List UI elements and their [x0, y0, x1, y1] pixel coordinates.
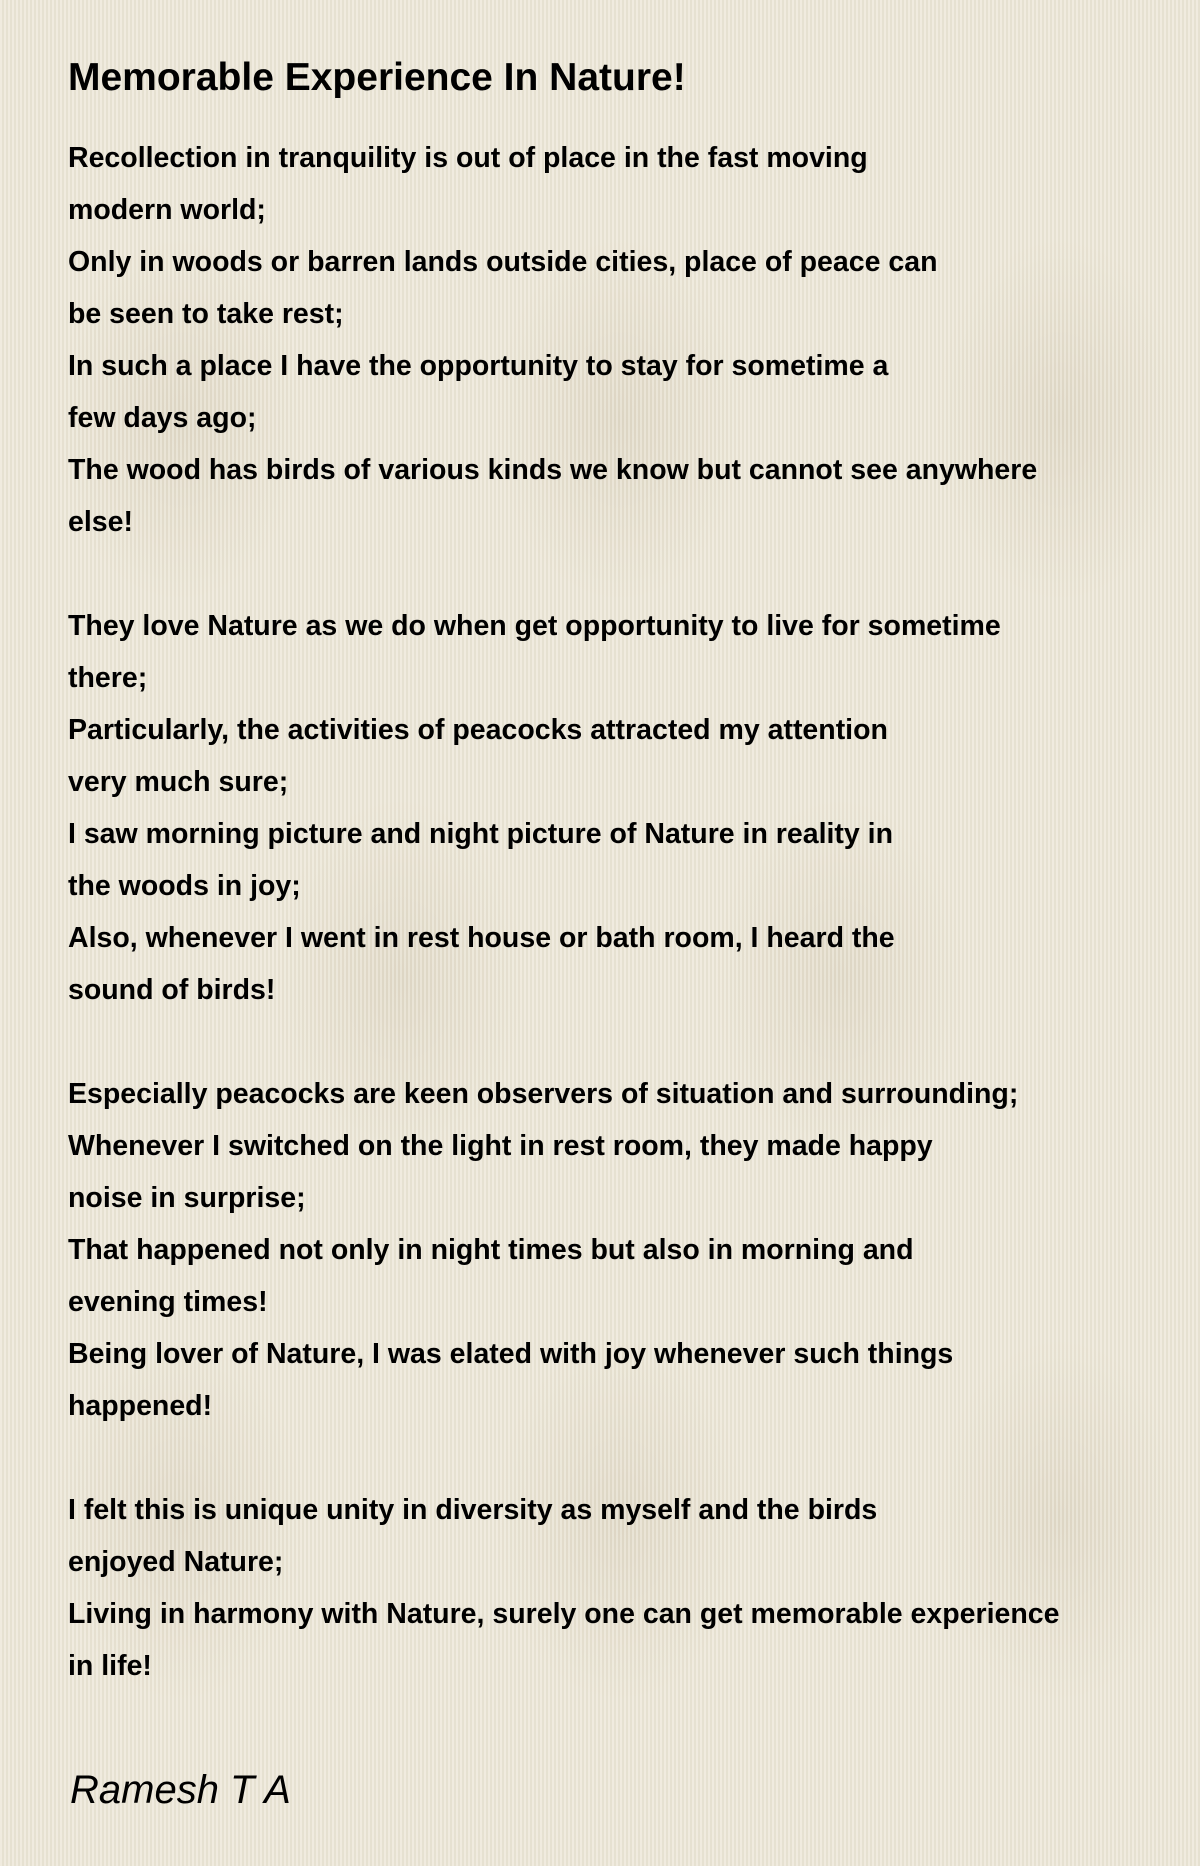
poem-line: very much sure;	[68, 766, 289, 798]
poem-line: Being lover of Nature, I was elated with joy whenever such things	[68, 1338, 954, 1370]
poem-author: Ramesh T A	[70, 1768, 291, 1812]
poem-line: I felt this is unique unity in diversity as myself and the birds	[68, 1494, 878, 1526]
stanza-3	[68, 1068, 1193, 1432]
poem-line: few days ago;	[68, 402, 257, 434]
stanza-1	[68, 132, 1193, 548]
poem-line: enjoyed Nature;	[68, 1546, 284, 1578]
poem-line: Only in woods or barren lands outside cities, place of peace can	[68, 246, 938, 278]
poem-line: else!	[68, 506, 133, 538]
stanza-2	[68, 600, 1193, 1016]
poem-line: Whenever I switched on the light in rest room, they made happy	[68, 1130, 933, 1162]
poem-line: happened!	[68, 1390, 213, 1422]
poem-line: The wood has birds of various kinds we know but cannot see anywhere	[68, 454, 1038, 486]
poem-line: In such a place I have the opportunity to stay for sometime a	[68, 350, 889, 382]
stanza-4	[68, 1484, 1193, 1692]
poem-line: Living in harmony with Nature, surely one can get memorable experience	[68, 1598, 1060, 1630]
poem-line: I saw morning picture and night picture of Nature in reality in	[68, 818, 894, 850]
poem-line: That happened not only in night times but also in morning and	[68, 1234, 914, 1266]
poem-line: noise in surprise;	[68, 1182, 306, 1214]
poem-line: sound of birds!	[68, 974, 276, 1006]
poem-line: there;	[68, 662, 148, 694]
poem-line: in life!	[68, 1650, 152, 1682]
poem-line: They love Nature as we do when get opportunity to live for sometime	[68, 610, 1001, 642]
poem-line: evening times!	[68, 1286, 268, 1318]
poem-page	[68, 48, 1193, 1744]
poem-line: Especially peacocks are keen observers of situation and surrounding;	[68, 1078, 1019, 1110]
poem-line: modern world;	[68, 194, 266, 226]
poem-line: Recollection in tranquility is out of place in the fast moving	[68, 142, 868, 174]
poem-line: Particularly, the activities of peacocks attracted my attention	[68, 714, 888, 746]
poem-line: be seen to take rest;	[68, 298, 344, 330]
poem-line: the woods in joy;	[68, 870, 301, 902]
poem-line: Also, whenever I went in rest house or bath room, I heard the	[68, 922, 895, 954]
poem-title: Memorable Experience In Nature!	[68, 56, 686, 99]
